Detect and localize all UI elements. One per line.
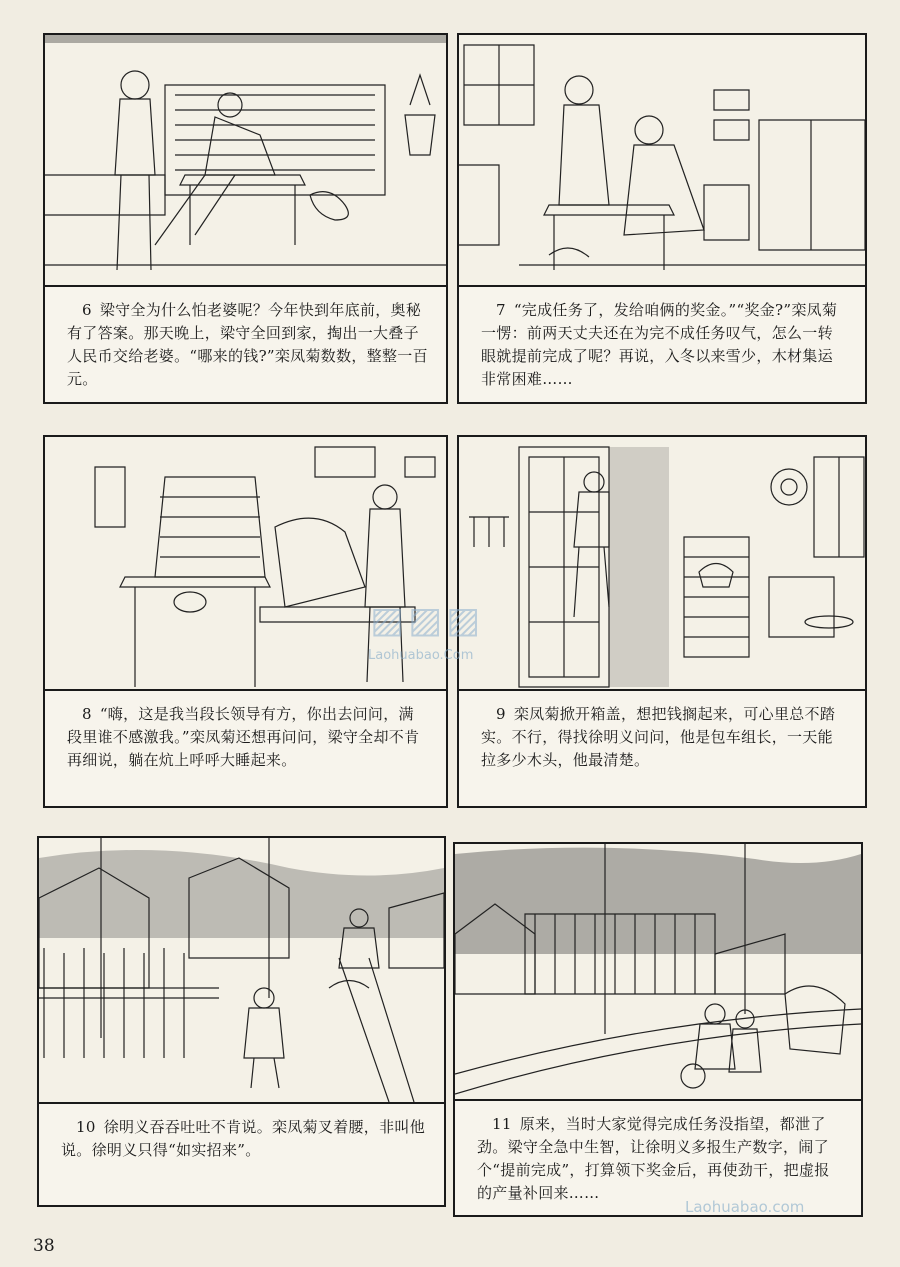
panel-7-caption [459,287,865,402]
panel-9 [457,435,867,808]
page-number: 38 [33,1236,55,1256]
panel-10-caption [39,1104,444,1205]
watermark-site-lower: Laohuabao.com [685,1198,805,1216]
panel-7-illustration [459,35,865,287]
panel-number: 7 [496,301,506,319]
caption-text: 原来，当时大家觉得完成任务没指望，都泄了劲。梁守全急中生智，让徐明义多报生产数字，闹了个“提前完成”，打算领下奖金后，再使劲干，把虚报的产量补回来…… [477,1115,830,1202]
caption-text: “完成任务了，发给咱俩的奖金。”“奖金?”栾凤菊一愣：前两天丈夫还在为完不成任务叹气，怎么一转眼就提前完成了呢？再说，入冬以来雪少，木材集运非常困难…… [481,301,838,388]
caption-text: “嗨，这是我当段长领导有方，你出去问问，满段里谁不感激我。”栾凤菊还想再问问，梁守全却不肯再细说，躺在炕上呼呼大睡起来。 [67,705,420,769]
panel-9-illustration [459,437,865,691]
caption-text: 徐明义吞吞吐吐不肯说。栾凤菊叉着腰，非叫他说。徐明义只得“如实招来”。 [61,1118,425,1159]
watermark-site: Laohuabao.Com [368,648,474,663]
watermark-logo: ▨▨▨ [370,600,485,641]
panel-8-caption [45,691,446,806]
panel-number: 9 [496,705,506,723]
panel-6-illustration [45,35,446,287]
panel-10 [37,836,446,1207]
panel-7 [457,33,867,404]
caption-text: 栾凤菊掀开箱盖，想把钱搁起来，可心里总不踏实。不行，得找徐明义问问，他是包车组长，一天能拉多少木头，他最清楚。 [481,705,836,769]
panel-number: 11 [492,1115,512,1133]
panel-number: 6 [82,301,92,319]
panel-10-illustration [39,838,444,1104]
panel-number: 10 [76,1118,96,1136]
panel-11-illustration [455,844,861,1101]
panel-6-caption [45,287,446,402]
panel-11 [453,842,863,1217]
panel-9-caption [459,691,865,806]
panel-number: 8 [82,705,92,723]
caption-text: 梁守全为什么怕老婆呢？今年快到年底前，奥秘有了答案。那天晚上，梁守全回到家，掏出一大叠子人民币交给老婆。“哪来的钱?”栾凤菊数数，整整一百元。 [67,301,428,388]
panel-6 [43,33,448,404]
